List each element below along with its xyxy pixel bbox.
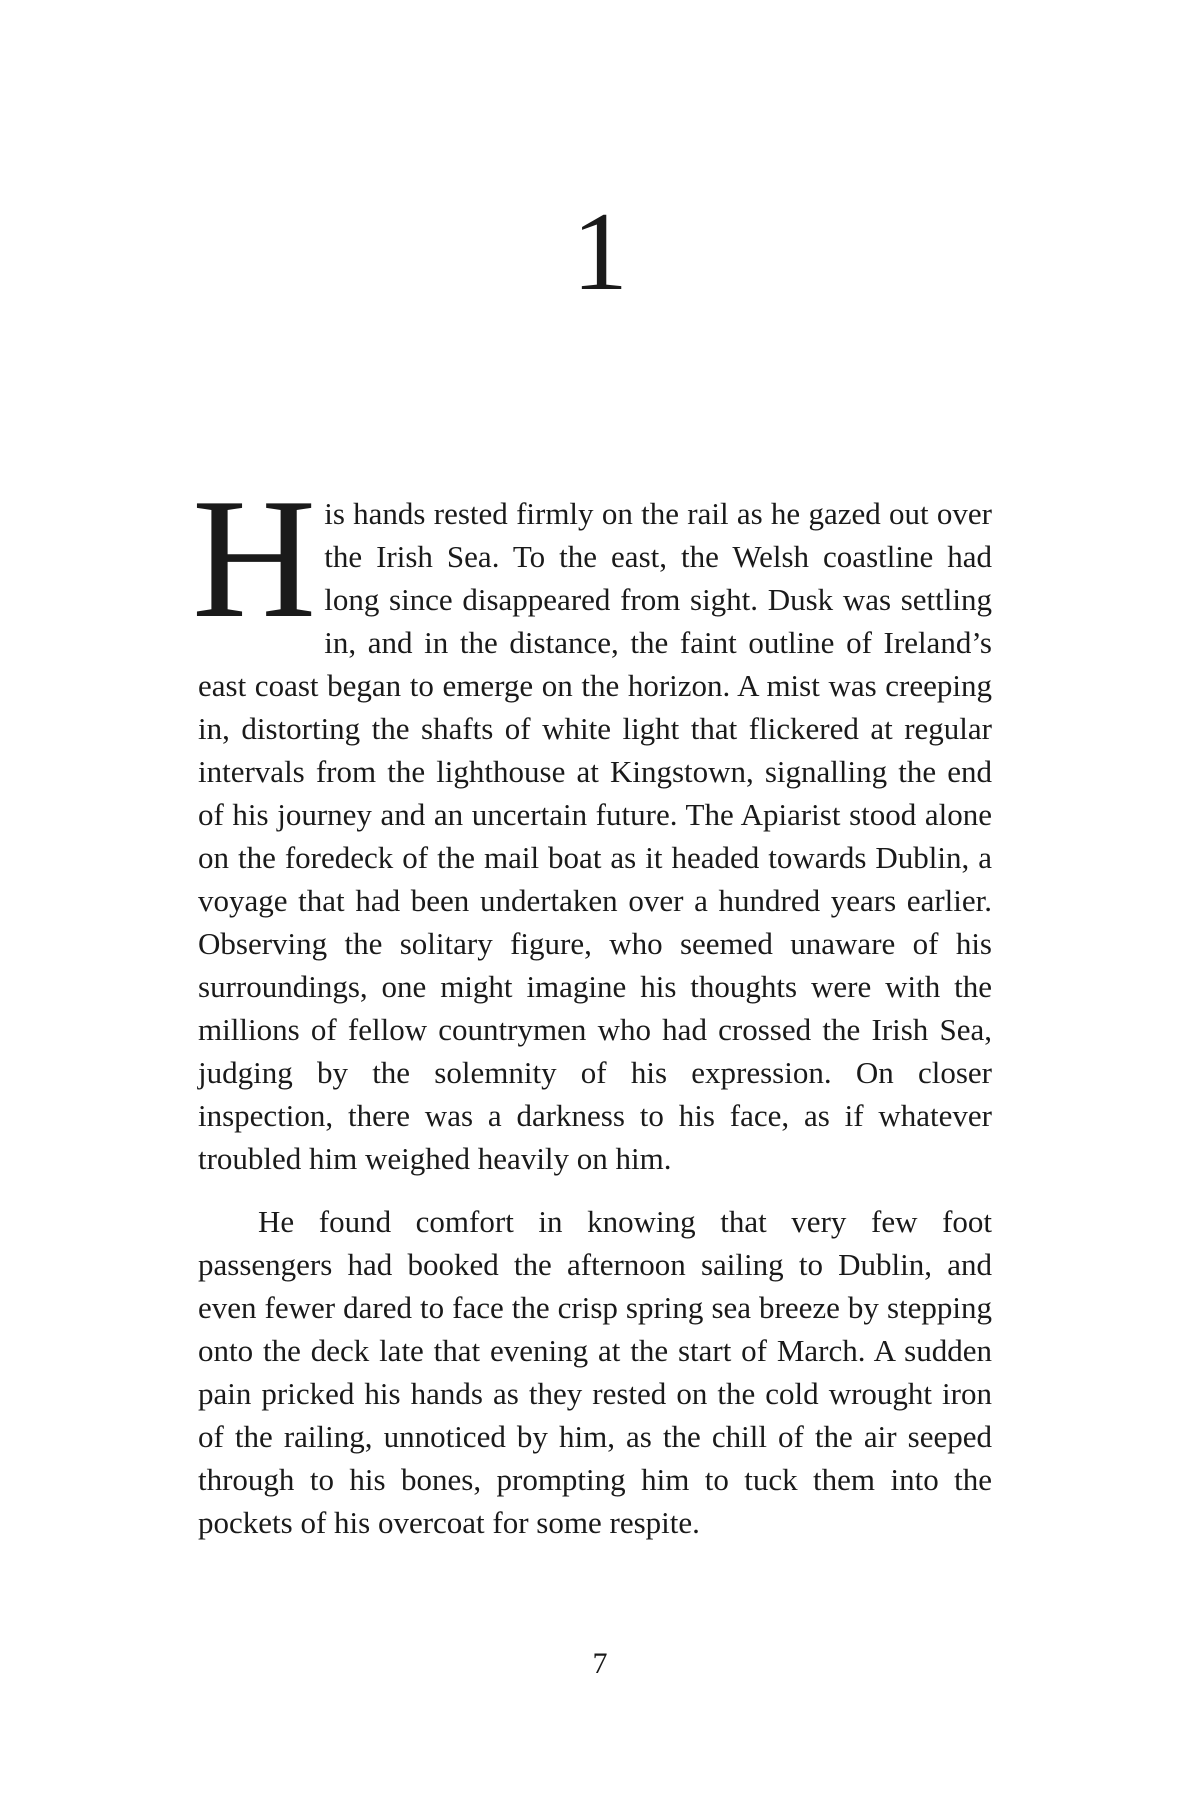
page-number: 7 (592, 1647, 608, 1680)
paragraph-text: He found comfort in knowing that very few foot passengers had booked the afternoon sailing to Dublin, and even fewer dared to face the crisp spring sea breeze by stepping onto the deck late that evening at the start of March. A sudden pain pricked his hands as they rested on the cold wrought iron of the railing, unnoticed by him, as the chill of the air seeped through to his bones, prompting him to tuck them into the pockets of his overcoat for some respite. (198, 1204, 992, 1540)
paragraph-text: is hands rested firmly on the rail as he gazed out over the Irish Sea. To the east, the Welsh coastline had long since disappeared from sight. Dusk was settling in, and in the distance, the faint outline of Ireland’s east coast began to emerge on the horizon. A mist was creeping in, distorting the shafts of white light that flickered at regular intervals from the lighthouse at Kingstown, signalling the end of his journey and an uncertain future. The Apiarist stood alone on the foredeck of the mail boat as it headed towards Dublin, a voyage that had been undertaken over a hundred years earlier. Observing the solitary figure, who seemed unaware of his surroundings, one might imagine his thoughts were with the millions of fellow countrymen who had crossed the Irish Sea, judging by the solemnity of his expression. On closer inspection, there was a darkness to his face, as if whatever troubled him weighed heavily on him. (198, 496, 992, 1176)
paragraph (192, 464, 992, 1180)
drop-cap: H (192, 464, 317, 654)
chapter-number: 1 (572, 190, 628, 314)
chapter-body (192, 464, 992, 1544)
paragraph (198, 1200, 992, 1544)
